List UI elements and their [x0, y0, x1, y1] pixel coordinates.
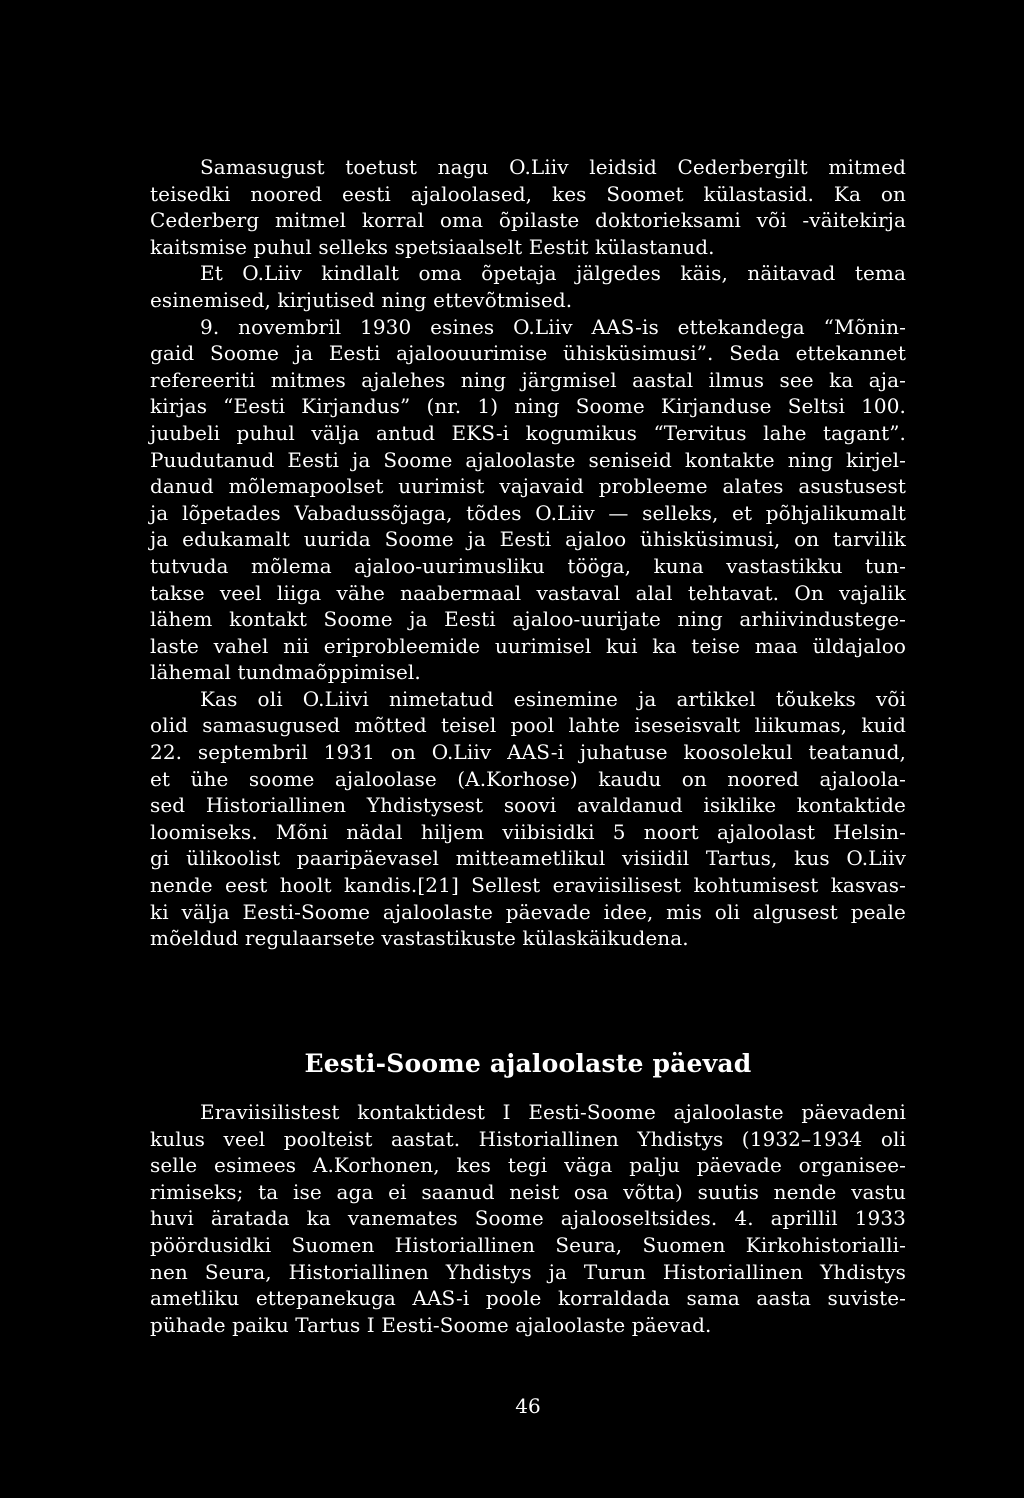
text-line: pöördusidki Suomen Historiallinen Seura, Suomen Kirkohistorialli-: [150, 1232, 906, 1257]
text-line: gaid Soome ja Eesti ajaloouurimise ühisküsimusi”. Seda ettekannet: [150, 341, 906, 366]
text-line: lähem kontakt Soome ja Eesti ajaloo-uurijate ning arhiivindustege-: [150, 607, 906, 632]
text-line: refereeriti mitmes ajalehes ning järgmisel aastal ilmus see ka aja-: [150, 367, 906, 392]
text-line: Cederberg mitmel korral oma õpilaste doktorieksami või -väitekirja: [150, 208, 906, 233]
text-line: esinemised, kirjutised ning ettevõtmised.: [150, 287, 573, 312]
text-line: lähemal tundmaõppimisel.: [150, 660, 421, 685]
text-line: olid samasugused mõtted teisel pool lahte iseseisvalt liikumas, kuid: [150, 713, 906, 738]
section-heading: Eesti-Soome ajaloolaste päevad: [304, 1049, 752, 1078]
text-line: danud mõlemapoolset uurimist vajavaid probleeme alates asustusest: [150, 474, 906, 499]
text-line: ja edukamalt uurida Soome ja Eesti ajaloo ühisküsimusi, on tarvilik: [150, 527, 906, 552]
text-line: Puudutanud Eesti ja Soome ajaloolaste seniseid kontakte ning kirjel-: [150, 447, 906, 472]
text-line: pühade paiku Tartus I Eesti-Soome ajaloolaste päevad.: [150, 1312, 712, 1337]
text-line: 9. novembril 1930 esines O.Liiv AAS-is ettekandega “Mõnin-: [200, 314, 906, 339]
text-line: takse veel liiga vähe naabermaal vastaval alal tehtavat. On vajalik: [150, 580, 906, 605]
text-line: Eraviisilistest kontaktidest I Eesti-Soome ajaloolaste päevadeni: [200, 1100, 906, 1124]
text-line: mõeldud regulaarsete vastastikuste külaskäikudena.: [150, 926, 689, 951]
text-line: huvi äratada ka vanemates Soome ajalooseltsides. 4. aprillil 1933: [150, 1206, 906, 1231]
text-line: kaitsmise puhul selleks spetsiaalselt Eestit külastanud.: [150, 234, 715, 259]
text-line: Kas oli O.Liivi nimetatud esinemine ja artikkel tõukeks või: [200, 686, 906, 711]
text-line: nende eest hoolt kandis.[21] Sellest eraviisilisest kohtumisest kasvas-: [150, 873, 906, 898]
text-line: laste vahel nii eriprobleemide uurimisel kui ka teise maa üldajaloo: [150, 633, 906, 658]
page-number: 46: [515, 1394, 541, 1418]
text-line: kulus veel poolteist aastat. Historiallinen Yhdistys (1932–1934 oli: [150, 1126, 906, 1151]
text-line: Samasugust toetust nagu O.Liiv leidsid Cederbergilt mitmed: [200, 155, 906, 179]
text-line: ametliku ettepanekuga AAS-i poole korraldada sama aasta suviste-: [150, 1286, 906, 1311]
text-line: juubeli puhul välja antud EKS-i kogumikus “Tervitus lahe tagant”.: [150, 420, 906, 445]
text-line: gi ülikoolist paaripäevasel mitteametlikul visiidil Tartus, kus O.Liiv: [150, 846, 906, 871]
text-line: et ühe soome ajaloolase (A.Korhose) kaudu on noored ajaloola-: [150, 766, 906, 791]
text-line: Et O.Liiv kindlalt oma õpetaja jälgedes käis, näitavad tema: [200, 261, 906, 286]
text-line: nen Seura, Historiallinen Yhdistys ja Turun Historiallinen Yhdistys: [150, 1259, 906, 1284]
text-line: ki välja Eesti-Soome ajaloolaste päevade idee, mis oli algusest peale: [150, 899, 906, 924]
text-line: kirjas “Eesti Kirjandus” (nr. 1) ning Soome Kirjanduse Seltsi 100.: [150, 394, 906, 419]
text-line: 22. septembril 1931 on O.Liiv AAS-i juhatuse koosolekul teatanud,: [150, 740, 906, 765]
text-line: ja lõpetades Vabadussõjaga, tõdes O.Liiv — selleks, et põhjalikumalt: [150, 500, 906, 525]
body-text-block-2: [150, 1099, 906, 1338]
text-line: sed Historiallinen Yhdistysest soovi avaldanud isiklike kontaktide: [150, 793, 906, 818]
text-line: tutvuda mõlema ajaloo-uurimusliku tööga, kuna vastastikku tun-: [150, 553, 906, 578]
body-text-block-1: [150, 154, 906, 952]
text-line: teisedki noored eesti ajaloolased, kes Soomet külastasid. Ka on: [150, 181, 906, 206]
text-line: rimiseks; ta ise aga ei saanud neist osa võtta) suutis nende vastu: [150, 1179, 906, 1204]
text-line: loomiseks. Mõni nädal hiljem viibisidki 5 noort ajaloolast Helsin-: [150, 819, 906, 844]
text-line: selle esimees A.Korhonen, kes tegi väga palju päevade organisee-: [150, 1153, 906, 1178]
